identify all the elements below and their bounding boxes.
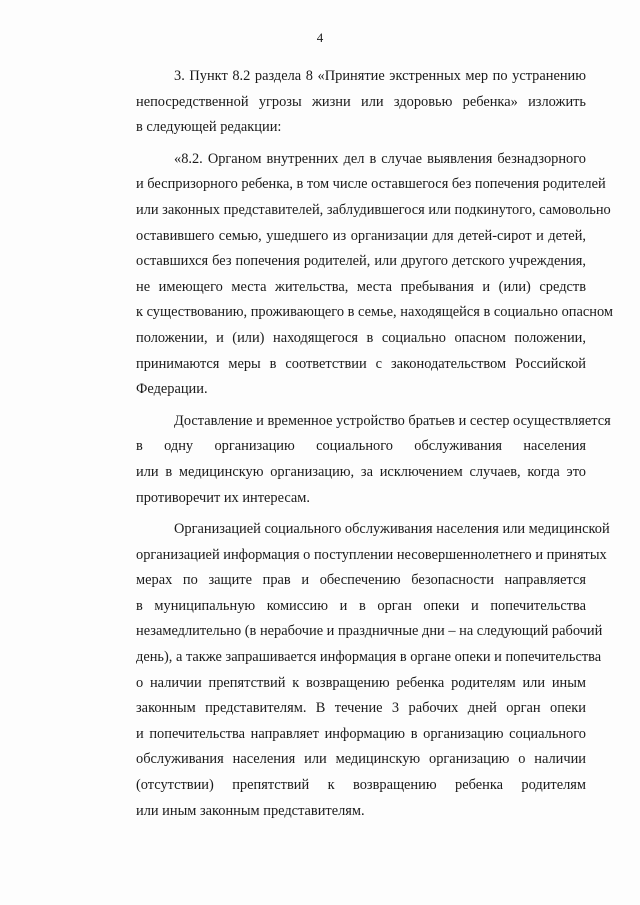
text-line: организацией информация о поступлении несовершеннолетнего и принятых: [136, 546, 607, 563]
text-line: о наличии препятствий к возвращению ребенка родителям или иным: [136, 674, 586, 691]
text-line: и беспризорного ребенка, в том числе оставшегося без попечения родителей: [136, 176, 606, 193]
text-line: (отсутствии) препятствий к возвращению ребенка родителям: [136, 777, 586, 794]
text-line: незамедлительно (в нерабочие и праздничные дни – на следующий рабочий: [136, 623, 603, 640]
text-line: и попечительства направляет информацию в организацию социального: [136, 725, 586, 742]
document-body: [98, 64, 613, 824]
text-line: 3. Пункт 8.2 раздела 8 «Принятие экстренных мер по устранению: [174, 68, 586, 84]
text-line: «8.2. Органом внутренних дел в случае выявления безнадзорного: [174, 150, 586, 167]
text-line: принимаются меры в соответствии с законодательством Российской: [136, 355, 586, 372]
text-line: мерах по защите прав и обеспечению безопасности направляется: [136, 572, 586, 589]
page-number: 4: [316, 30, 324, 45]
text-line: в муниципальную комиссию и в орган опеки и попечительства: [136, 597, 586, 614]
text-line: или иным законным представителям.: [136, 802, 365, 819]
text-line: в одну организацию социального обслуживания населения: [136, 438, 586, 455]
text-line: или в медицинскую организацию, за исключением случаев, когда это: [136, 463, 586, 480]
text-line: непосредственной угрозы жизни или здоровью ребенка» изложить: [136, 93, 586, 110]
text-line: или законных представителей, заблудившегося или подкинутого, самовольно: [136, 201, 611, 218]
text-line: законным представителям. В течение 3 рабочих дней орган опеки: [136, 700, 586, 717]
text-line: Организацией социального обслуживания населения или медицинской: [174, 521, 610, 538]
text-line: Федерации.: [136, 381, 208, 398]
text-line: в следующей редакции:: [136, 119, 282, 136]
paragraph-8-2: [98, 147, 613, 403]
text-line: к существованию, проживающего в семье, находящейся в социально опасном: [136, 304, 613, 321]
text-line: положении, и (или) находящегося в социально опасном положении,: [136, 329, 586, 346]
text-line: противоречит их интересам.: [136, 489, 311, 506]
paragraph-item-3: [98, 64, 586, 141]
text-line: день), а также запрашивается информация в органе опеки и попечительства: [136, 649, 602, 666]
text-line: оставшихся без попечения родителей, или другого детского учреждения,: [136, 253, 586, 270]
text-line: оставившего семью, ушедшего из организации для детей-сирот и детей,: [136, 227, 586, 244]
text-line: не имеющего места жительства, места пребывания и (или) средств: [136, 278, 586, 295]
paragraph-information: [98, 517, 610, 824]
paragraph-delivery: [98, 409, 611, 511]
text-line: обслуживания населения или медицинскую организацию о наличии: [136, 751, 586, 768]
text-line: Доставление и временное устройство братьев и сестер осуществляется: [174, 412, 611, 429]
